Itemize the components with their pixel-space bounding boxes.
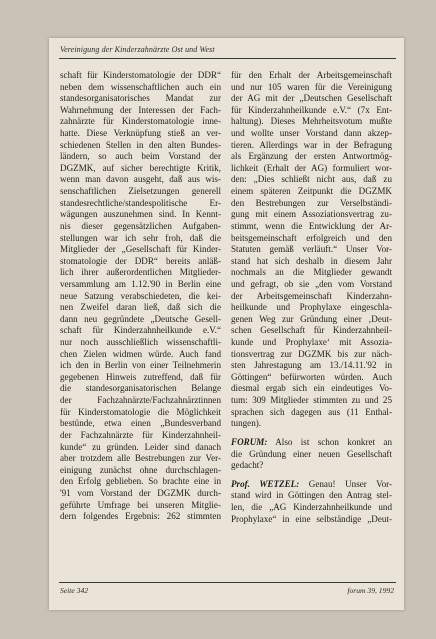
text-line: Statuten gemäß verläuft.“ Unser Vor-	[231, 244, 392, 255]
paragraph-gap	[231, 472, 392, 479]
issue-label: forum 39, 1992	[347, 586, 394, 595]
header-rule	[59, 58, 396, 59]
forum-question-text: Also ist schon konkret an	[267, 436, 392, 447]
text-line: als Ergänzung der ersten Antwortmög-	[231, 151, 392, 162]
text-line: senschaftlichen Zielsetzungen generell	[60, 186, 221, 197]
text-line: haltung). Dieses Mehrheitsvotum mußte	[231, 116, 392, 127]
text-line: der Arbeitsgemeinschaft Kinderzahn-	[231, 290, 392, 301]
text-line: standesorganisatorisches Mandat zur	[60, 93, 221, 104]
text-line: den: „Dies schließt nicht aus, daß zu	[231, 174, 392, 185]
text-line: stand hat sich deshalb in diesem Jahr	[231, 255, 392, 266]
text-line: und gefragt, ob sie „den vom Vorstand	[231, 278, 392, 289]
text-line: ich den in Berlin von einer Teilnehmerin	[60, 360, 221, 371]
page-number: Seite 342	[60, 586, 89, 595]
text-line: für Kinderzahnheilkunde e.V.“ (7x Ent-	[231, 104, 392, 115]
text-line: hatte. Diese Verknüpfung stieß an ver-	[60, 128, 221, 139]
text-line: nis dieser gegensätzlichen Aufgaben-	[60, 220, 221, 231]
text-line: für Kinderstomatologie die Möglichkeit	[60, 406, 221, 417]
text-line: diesmal ergab sich ein eindeutiges Vo-	[231, 383, 392, 394]
text-line: stomatologie der DDR“ bereits anläß-	[60, 255, 221, 266]
text-line: chen Zielen widmen würde. Auch fand	[60, 348, 221, 359]
text-line: einem späteren Zeitpunkt die DGZMK	[231, 186, 392, 197]
text-line: und wollte unser Vorstand dann akzep-	[231, 128, 392, 139]
forum-question-line-2: die Gründung einer neuen Gesellschaft	[231, 448, 392, 459]
text-line: DGZMK, auf sicher berechtigte Kritik,	[60, 162, 221, 173]
text-line: heilkunde und Prophylaxe eingeschla-	[231, 302, 392, 313]
text-line: neue Satzung verabschiedeten, die kei-	[60, 290, 221, 301]
text-line: lich ihrer außerordentlichen Mitglieder-	[60, 267, 221, 278]
text-line: wenn man davon ausgeht, daß aus wis-	[60, 174, 221, 185]
text-line: '91 vom Vorstand der DGZMK durch-	[60, 487, 221, 498]
text-line: ländern, so auch beim Vorstand der	[60, 151, 221, 162]
wetzel-answer	[231, 479, 392, 525]
text-line: stimmt, wenn die Entwicklung der Ar-	[231, 220, 392, 231]
text-line: kunde“ zu gründen. Leider sind danach	[60, 441, 221, 452]
wetzel-speaker-label: Prof. WETZEL:	[231, 478, 300, 489]
forum-question-line-3: gedacht?	[231, 460, 264, 471]
text-line: versammlung am 1.12.'90 in Berlin eine	[60, 278, 221, 289]
wetzel-answer-line-3: len, die „AG Kinderzahnheilkunde und	[231, 501, 392, 512]
text-line: nochmals an die Mitglieder gewandt	[231, 267, 392, 278]
text-line: dann neu gegründete „Deutsche Gesell-	[60, 313, 221, 324]
text-line: bestünde, etwa einen „Bundesverband	[60, 418, 221, 429]
text-line: schen Gesellschaft für Kinderzahnheil-	[231, 325, 392, 336]
text-line: tum: 309 Mitglieder stimmten zu und 25	[231, 395, 392, 406]
text-line: den Erfolg geblieben. So brachte eine in	[60, 476, 221, 487]
text-line: gegebenen Hinweis zutreffend, daß für	[60, 371, 221, 382]
text-line: dern folgendes Ergebnis: 262 stimmten	[60, 511, 221, 522]
paragraph-vote-result	[231, 70, 392, 430]
text-line: Mitglieder der „Gesellschaft für Kinder-	[60, 244, 221, 255]
text-line: tungen).	[231, 418, 262, 429]
wetzel-answer-line-2: stand wird in Göttingen den Antrag stel-	[231, 490, 392, 501]
left-text-column	[60, 70, 221, 523]
text-line: der Fachzahnärzte für Kinderzahnheil-	[60, 429, 221, 440]
text-line: gung mit einem Assoziationsvertrag zu-	[231, 209, 392, 220]
text-line: tionsvertrag zur DGZMK bis zur näch-	[231, 348, 392, 359]
document-page	[49, 38, 404, 610]
text-line: sten Jahrestagung am 13./14.11.'92 in	[231, 360, 392, 371]
text-line: der AG mit der „Deutschen Gesellschaft	[231, 93, 392, 104]
wetzel-answer-line-4: Prophylaxe“ in eine selbständige „Deut-	[231, 513, 392, 524]
text-line: schaft für Kinderstomatologie der DDR“	[60, 70, 221, 80]
text-line: standesrechtliche/standespolitische Er-	[60, 197, 221, 208]
text-line: geführte Umfrage bei unseren Mitglie-	[60, 499, 221, 510]
forum-question-line-1	[231, 437, 392, 449]
paragraph-gap	[231, 430, 392, 437]
right-text-column	[231, 70, 392, 525]
text-line: beitsgemeinschaft erfolgreich und den	[231, 232, 392, 243]
text-line: Göttingen“ befürworten würden. Auch	[231, 371, 392, 382]
text-line: die standesorganisatorischen Belange	[60, 383, 221, 394]
wetzel-answer-line-1	[231, 479, 392, 491]
text-line: schiedenen Stellen in den alten Bundes-	[60, 139, 221, 150]
text-line: sprachen sich dagegen aus (11 Enthal-	[231, 406, 392, 417]
running-header: Vereinigung der Kinderzahnärzte Ost und West	[60, 45, 215, 54]
wetzel-answer-text: Genau! Unser Vor-	[299, 478, 392, 489]
text-line: neben dem wissenschaftlichen auch ein	[60, 81, 221, 92]
text-line: einigung zunächst ohne durchschlagen-	[60, 464, 221, 475]
footer-rule	[59, 582, 396, 583]
text-line: genen Weg zur Gründung einer ‚Deut-	[231, 313, 392, 324]
text-line: zahnärzte für Kinderstomatologie inne-	[60, 116, 221, 127]
text-line: nen Zweifel daran ließ, daß sich die	[60, 302, 221, 313]
text-line: stellungen war ich sehr froh, daß die	[60, 232, 221, 243]
text-line: nur noch ausschließlich wissenschaftli-	[60, 337, 221, 348]
text-line: kunde und Prophylaxe‘ mit Assozia-	[231, 337, 392, 348]
text-line: wägungen auszunehmen sind. In Kennt-	[60, 209, 221, 220]
text-line: und nur 105 waren für die Vereinigung	[231, 81, 392, 92]
text-line: der Fachzahnärzte/Fachzahnärztinnen	[60, 395, 221, 406]
forum-question	[231, 437, 392, 472]
text-line: schaft für Kinderzahnheilkunde e.V.“	[60, 325, 221, 336]
text-line: aber trotzdem alle Bestrebungen zur Ver-	[60, 453, 221, 464]
text-line: für den Erhalt der Arbeitsgemeinschaft	[231, 70, 392, 80]
text-line: Wahrnehmung der Interessen der Fach-	[60, 104, 221, 115]
text-line: lichkeit (Erhalt der AG) formuliert wor-	[231, 162, 392, 173]
forum-speaker-label: FORUM:	[231, 436, 268, 447]
text-line: tieren. Allerdings war in der Befragung	[231, 139, 392, 150]
text-line: den Bestrebungen zur Verselbständi-	[231, 197, 392, 208]
